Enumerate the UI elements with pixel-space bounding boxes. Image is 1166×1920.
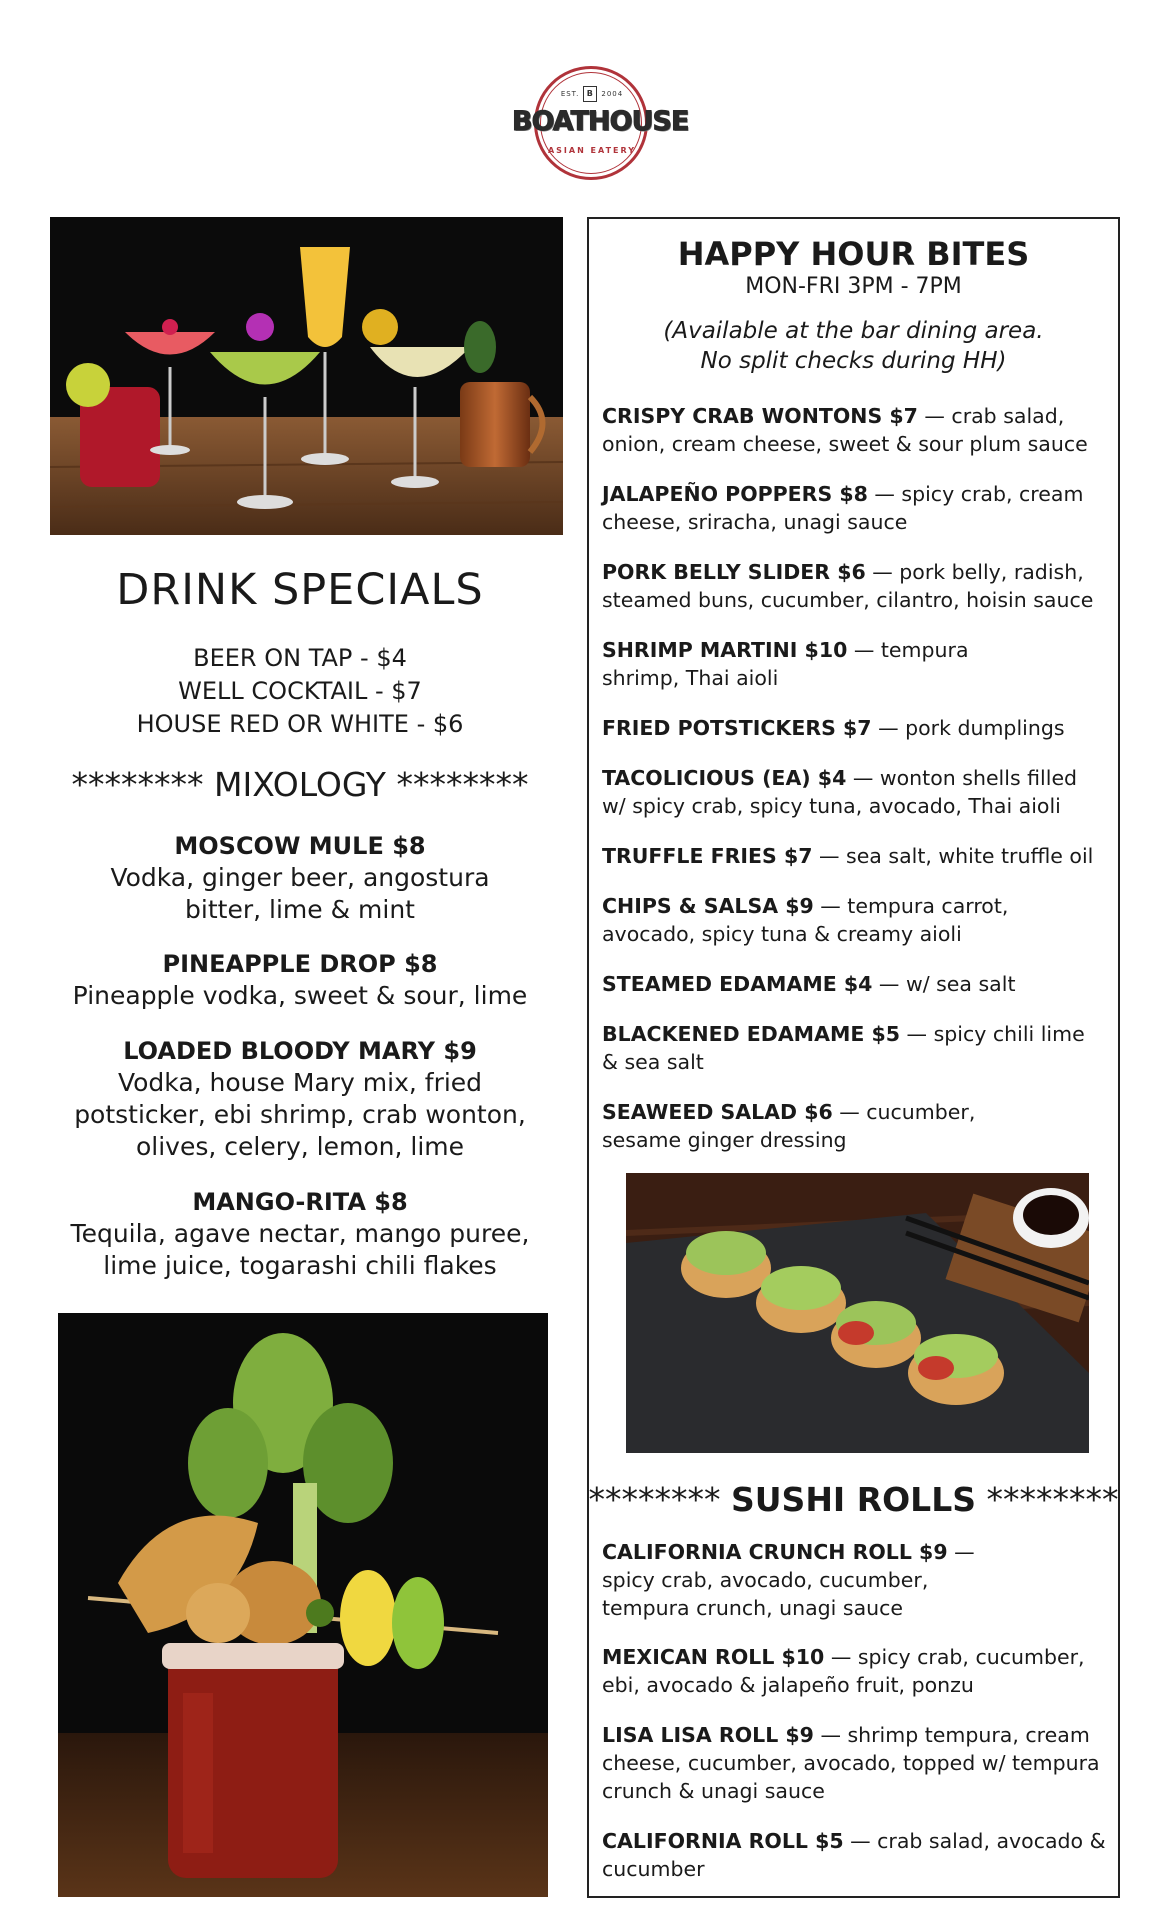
sushi-rolls-heading	[587, 1480, 1120, 1519]
menu-item-lisa-lisa-roll	[602, 1721, 1107, 1805]
drink-specials-list	[50, 642, 550, 741]
cocktail-mango-rita	[50, 1186, 550, 1282]
menu-item-crispy-crab-wontons	[602, 402, 1107, 458]
menu-item-jalapeno-poppers	[602, 480, 1107, 536]
logo-tagline: ASIAN EATERY	[547, 146, 637, 155]
sushi-photo	[626, 1173, 1089, 1453]
item-name: TACOLICIOUS (EA) $4	[602, 766, 847, 790]
menu-item-pork-belly-slider	[602, 558, 1107, 614]
cocktail-pineapple-drop	[50, 948, 550, 1012]
menu-item-blackened-edamame	[602, 1020, 1107, 1076]
menu-item-fried-potstickers	[602, 714, 1107, 742]
item-desc: — spicy crab, avocado, cucumber, tempura crunch, unagi sauce	[602, 1540, 975, 1620]
cocktails-photo	[50, 217, 563, 535]
item-name: SEAWEED SALAD $6	[602, 1100, 833, 1124]
boathouse-logo	[512, 64, 689, 188]
item-name: CALIFORNIA CRUNCH ROLL $9	[602, 1540, 948, 1564]
item-desc: — spicy crab, cucumber, ebi, avocado & jalapeño fruit, ponzu	[602, 1645, 1085, 1697]
item-desc: — pork dumplings	[871, 716, 1065, 740]
cocktail-moscow-mule	[50, 830, 550, 926]
note-line-2: No split checks during HH)	[700, 348, 1007, 374]
logo-wordmark: BOATHOUSE	[512, 106, 689, 137]
mixology-heading: ******** MIXOLOGY ********	[71, 765, 529, 804]
menu-item-seaweed-salad	[602, 1098, 1052, 1154]
item-name: CHIPS & SALSA $9	[602, 894, 814, 918]
drink-specials-title: DRINK SPECIALS	[116, 565, 484, 615]
item-desc: — tempura shrimp, Thai aioli	[602, 638, 969, 690]
item-name: CALIFORNIA ROLL $5	[602, 1829, 844, 1853]
item-desc: — cucumber, sesame ginger dressing	[602, 1100, 976, 1152]
heading-stars-right: ********	[976, 1480, 1119, 1519]
cocktail-desc: Vodka, ginger beer, angostura bitter, lime & mint	[110, 863, 490, 924]
item-name: TRUFFLE FRIES $7	[602, 844, 813, 868]
special-beer: BEER ON TAP - $4	[193, 644, 407, 672]
item-desc: — crab salad, onion, cream cheese, sweet & sour plum sauce	[602, 404, 1088, 456]
item-name: STEAMED EDAMAME $4	[602, 972, 873, 996]
item-desc: — pork belly, radish, steamed buns, cucumber, cilantro, hoisin sauce	[602, 560, 1094, 612]
cocktail-name: MOSCOW MULE $8	[174, 832, 426, 860]
cocktail-loaded-bloody-mary	[50, 1035, 550, 1163]
item-name: BLACKENED EDAMAME $5	[602, 1022, 901, 1046]
item-desc: — shrimp tempura, cream cheese, cucumber, avocado, topped w/ tempura crunch & unagi sauce	[602, 1723, 1100, 1803]
heading-stars-left: ********	[588, 1480, 731, 1519]
menu-item-chips-salsa	[602, 892, 1107, 948]
logo-established: EST. B 2004	[512, 86, 672, 102]
item-name: CRISPY CRAB WONTONS $7	[602, 404, 918, 428]
menu-item-tacolicious	[602, 764, 1107, 820]
happy-hour-hours: MON-FRI 3PM - 7PM	[745, 274, 962, 299]
item-desc: — tempura carrot, avocado, spicy tuna & creamy aioli	[602, 894, 1009, 946]
item-name: SHRIMP MARTINI $10	[602, 638, 848, 662]
menu-item-shrimp-martini	[602, 636, 1052, 692]
item-name: PORK BELLY SLIDER $6	[602, 560, 866, 584]
menu-item-california-crunch-roll	[602, 1538, 1022, 1622]
note-line-1: (Available at the bar dining area.	[663, 318, 1044, 344]
cocktail-desc: Pineapple vodka, sweet & sour, lime	[72, 981, 528, 1010]
item-desc: — w/ sea salt	[872, 972, 1016, 996]
bloody-mary-photo	[58, 1313, 548, 1897]
happy-hour-title: HAPPY HOUR BITES	[677, 235, 1030, 273]
menu-item-california-roll	[602, 1827, 1107, 1883]
menu-item-truffle-fries	[602, 842, 1107, 870]
item-desc: — crab salad, avocado & cucumber	[602, 1829, 1106, 1881]
item-name: JALAPEÑO POPPERS $8	[602, 482, 868, 506]
item-desc: — spicy chili lime & sea salt	[602, 1022, 1085, 1074]
special-house-wine: HOUSE RED OR WHITE - $6	[136, 710, 464, 738]
item-desc: — spicy crab, cream cheese, sriracha, unagi sauce	[602, 482, 1084, 534]
cocktail-desc: Tequila, agave nectar, mango puree, lime juice, togarashi chili flakes	[70, 1219, 530, 1280]
cocktail-desc: Vodka, house Mary mix, fried potsticker, ebi shrimp, crab wonton, olives, celery, lemon, lime	[74, 1068, 526, 1161]
item-name: LISA LISA ROLL $9	[602, 1723, 814, 1747]
cocktail-name: MANGO-RITA $8	[192, 1188, 408, 1216]
menu-item-steamed-edamame	[602, 970, 1107, 998]
heading-text: SUSHI ROLLS	[730, 1480, 976, 1519]
item-name: MEXICAN ROLL $10	[602, 1645, 825, 1669]
item-desc: — sea salt, white truffle oil	[812, 844, 1094, 868]
happy-hour-note	[587, 316, 1120, 376]
special-well-cocktail: WELL COCKTAIL - $7	[178, 677, 422, 705]
cocktail-name: PINEAPPLE DROP $8	[162, 950, 438, 978]
item-name: FRIED POTSTICKERS $7	[602, 716, 872, 740]
menu-item-mexican-roll	[602, 1643, 1107, 1699]
item-desc: — wonton shells filled w/ spicy crab, spicy tuna, avocado, Thai aioli	[602, 766, 1078, 818]
cocktail-name: LOADED BLOODY MARY $9	[123, 1037, 477, 1065]
